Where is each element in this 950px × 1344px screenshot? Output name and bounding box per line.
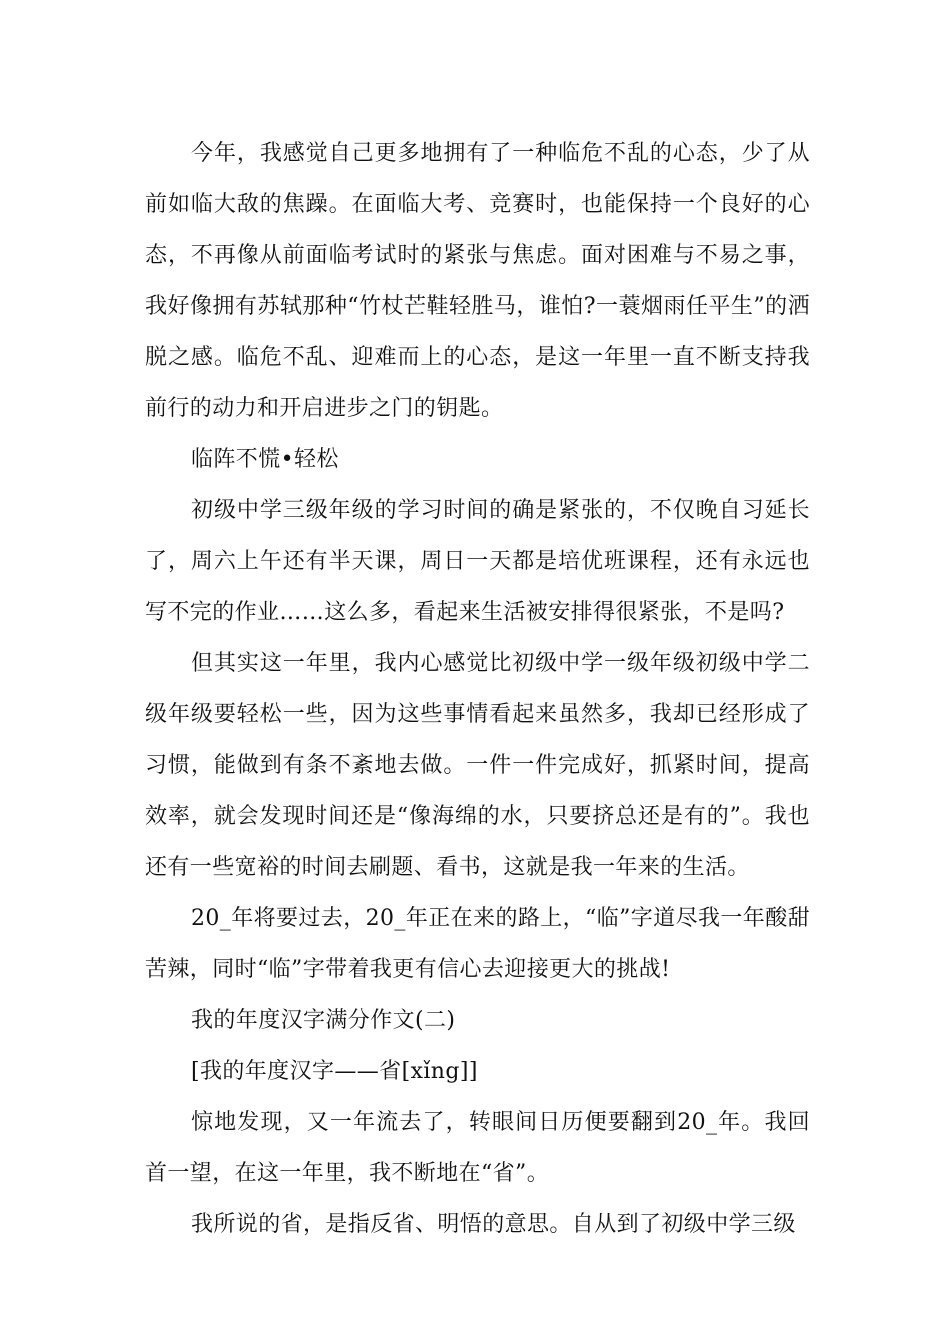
paragraph-feel-relaxed: 但其实这一年里，我内心感觉比初级中学一级年级初级中学二级年级要轻松一些，因为这些事情看起来虽然多，我却已经形成了习惯，能做到有条不紊地去做。一件一件完成好，抓紧时间，提高效率，就会发现时间还是“像海绵的水，只要挤总还是有的”。我也还有一些宽裕的时间去刷题、看书，这就是我一年来的生活。 (145, 651, 810, 880)
section-heading-relaxed: 临阵不慌•轻松 (191, 447, 339, 472)
essay-title-two: 我的年度汉字满分作文(二) (191, 1008, 456, 1033)
paragraph-year-passed: 惊地发现，又一年流去了，转眼间日历便要翻到20_年。我回首一望，在这一年里，我不断地在“省”。 (145, 1110, 810, 1186)
document-page (145, 128, 810, 1250)
paragraph-reflection-meaning: 我所说的省，是指反省、明悟的意思。自从到了初级中学三级 (191, 1212, 796, 1237)
paragraph-calm-mindset: 今年，我感觉自己更多地拥有了一种临危不乱的心态，少了从前如临大敌的焦躁。在面临大考、竞赛时，也能保持一个良好的心态，不再像从前面临考试时的紧张与焦虑。面对困难与不易之事，我好像拥有苏轼那种“竹杖芒鞋轻胜马，谁怕?一蓑烟雨任平生”的洒脱之感。临危不乱、迎难而上的心态，是这一年里一直不断支持我前行的动力和开启进步之门的钥匙。 (145, 141, 810, 421)
paragraph-busy-schedule: 初级中学三级年级的学习时间的确是紧张的，不仅晚自习延长了，周六上午还有半天课，周日一天都是培优班课程，还有永远也写不完的作业……这么多，看起来生活被安排得很紧张，不是吗? (145, 498, 810, 625)
paragraph-year-summary: 20_年将要过去，20_年正在来的路上，“临”字道尽我一年酸甜苦辣，同时“临”字带着我更有信心去迎接更大的挑战! (145, 906, 810, 982)
essay-subtitle-xing: [我的年度汉字——省[xǐng]] (191, 1059, 478, 1084)
